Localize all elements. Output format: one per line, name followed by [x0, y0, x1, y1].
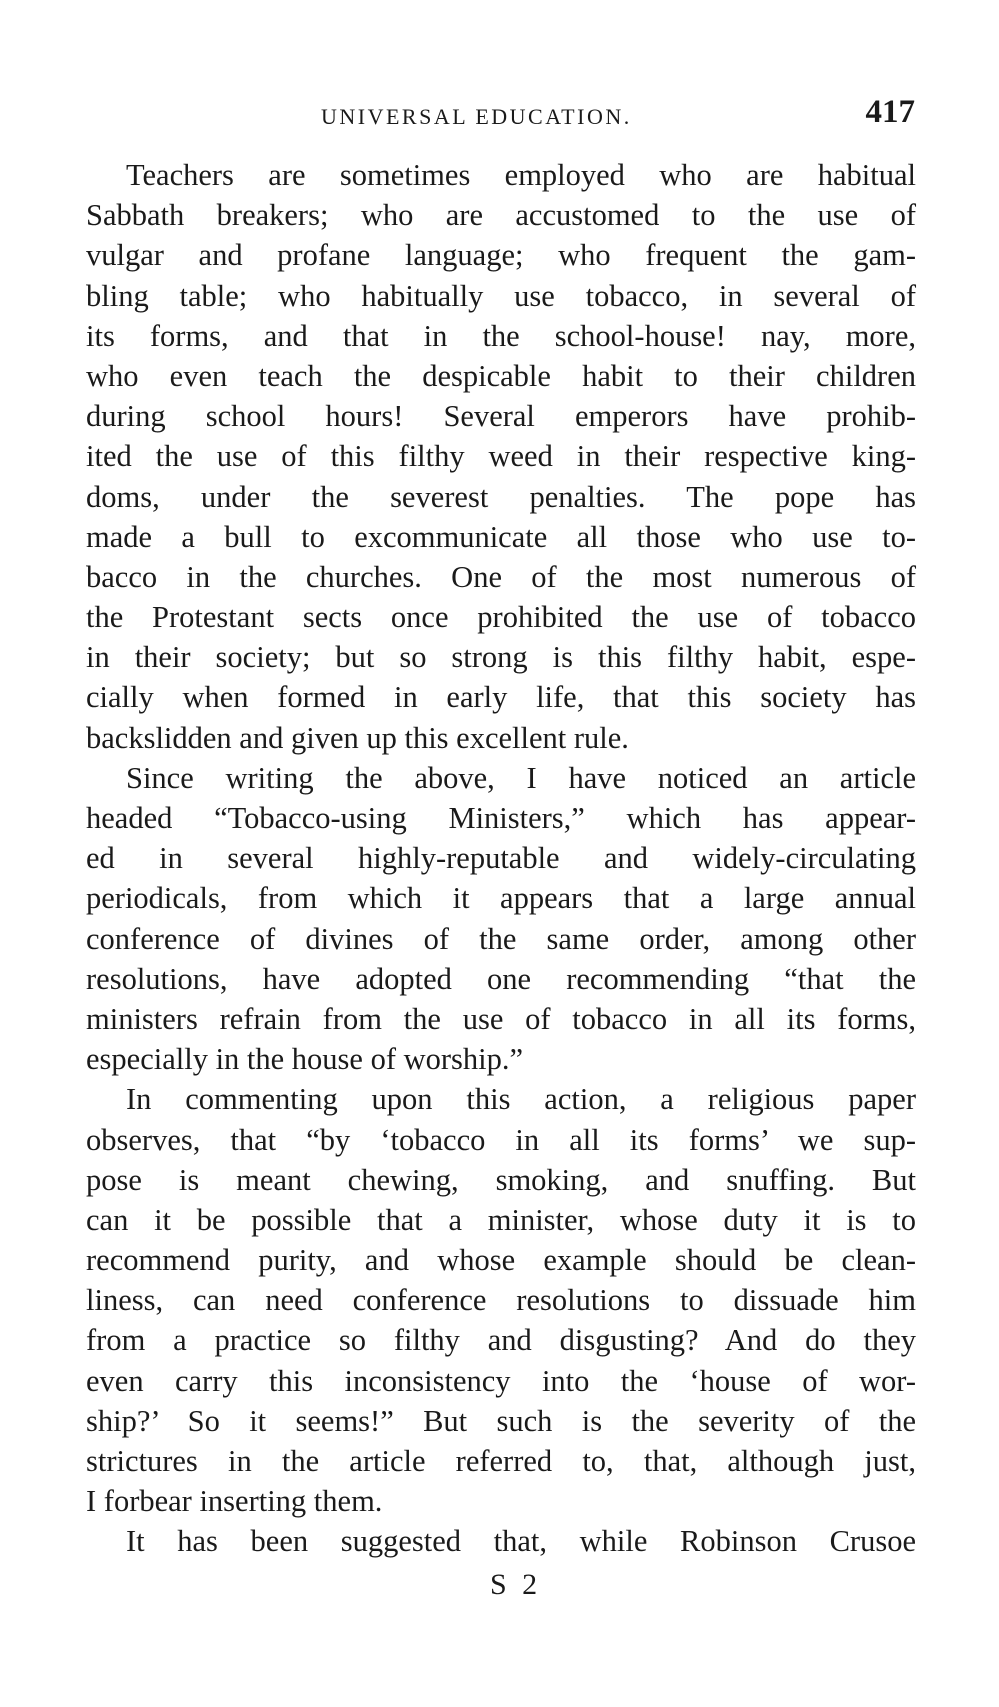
text-line: headed “Tobacco-using Ministers,” which has appear- — [86, 801, 916, 835]
running-head — [86, 94, 921, 134]
text-line: liness, can need conference resolutions to dissuade him — [86, 1283, 916, 1318]
text-line: especially in the house of worship.” — [86, 1042, 524, 1077]
text-line: recommend purity, and whose example should be clean- — [86, 1243, 916, 1278]
text-line: Teachers are sometimes employed who are habitual — [126, 158, 916, 192]
text-line: Since writing the above, I have noticed an article — [126, 760, 916, 795]
text-line: doms, under the severest penalties. The pope has — [86, 479, 916, 514]
text-line: pose is meant chewing, smoking, and snuffing. But — [86, 1162, 916, 1197]
text-line: during school hours! Several emperors have prohib- — [86, 399, 916, 434]
page-number: 417 — [865, 94, 915, 130]
text-line: conference of divines of the same order, among other — [86, 921, 916, 956]
text-line: its forms, and that in the school-house! nay, more, — [86, 318, 916, 353]
text-line: strictures in the article referred to, that, although just, — [86, 1444, 916, 1478]
text-line: observes, that “by ‘tobacco in all its forms’ we sup- — [86, 1122, 916, 1157]
text-line: can it be possible that a minister, whose duty it is to — [86, 1202, 916, 1237]
text-line: ministers refrain from the use of tobacco in all its forms, — [86, 1001, 916, 1036]
text-line: In commenting upon this action, a religious paper — [126, 1082, 916, 1117]
text-line: in their society; but so strong is this filthy habit, espe- — [86, 640, 916, 675]
signature-mark: S 2 — [490, 1568, 542, 1601]
text-line: ed in several highly-reputable and widely-circulating — [86, 841, 916, 876]
text-line: It has been suggested that, while Robinson Crusoe — [126, 1524, 916, 1559]
text-line: resolutions, have adopted one recommending “that the — [86, 961, 916, 996]
text-line: I forbear inserting them. — [86, 1484, 383, 1519]
text-line: made a bull to excommunicate all those who use to- — [86, 519, 916, 554]
text-line: backslidden and given up this excellent rule. — [86, 720, 629, 755]
text-line: from a practice so filthy and disgusting? And do they — [86, 1323, 916, 1358]
text-line: periodicals, from which it appears that a large annual — [86, 881, 916, 916]
text-line: vulgar and profane language; who frequent the gam- — [86, 238, 916, 273]
text-line: the Protestant sects once prohibited the use of tobacco — [86, 600, 916, 635]
text-line: Sabbath breakers; who are accustomed to the use of — [86, 198, 916, 233]
running-title: UNIVERSAL EDUCATION. — [321, 104, 632, 129]
body-text — [86, 155, 916, 1562]
text-line: ship?’ So it seems!” But such is the severity of the — [86, 1403, 916, 1438]
text-line: ited the use of this filthy weed in their respective king- — [86, 439, 916, 474]
text-line: even carry this inconsistency into the ‘house of wor- — [86, 1363, 916, 1398]
text-line: who even teach the despicable habit to their children — [86, 358, 916, 393]
text-line: bling table; who habitually use tobacco, in several of — [86, 278, 916, 313]
text-line: bacco in the churches. One of the most numerous of — [86, 559, 916, 594]
text-line: cially when formed in early life, that this society has — [86, 680, 916, 715]
